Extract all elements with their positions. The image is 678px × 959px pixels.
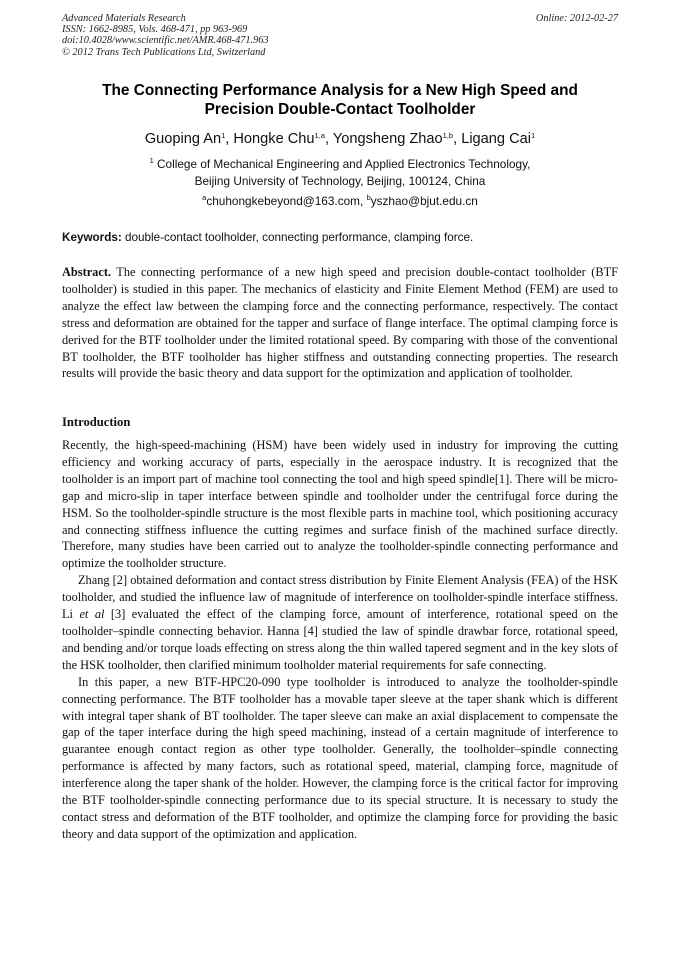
copyright-line: © 2012 Trans Tech Publications Ltd, Switzerland [62,46,266,58]
affiliation-line-1: College of Mechanical Engineering and Applied Electronics Technology, [157,157,531,171]
email-a: chuhongkebeyond@163.com [206,194,360,208]
author-name: Hongke Chu [233,131,315,147]
affiliation-sup: 1 [149,156,154,165]
author-affil-sup: 1,b [442,131,454,140]
author-name: Ligang Cai [461,131,531,147]
author-affil-sup: 1,a [314,131,325,140]
title-line-2: Precision Double-Contact Toolholder [204,101,476,118]
journal-name: Advanced Materials Research [62,13,186,24]
paper-title [62,81,618,119]
journal-header [62,13,618,58]
doi-line: doi:10.4028/www.scientific.net/AMR.468-471.963 [62,35,269,47]
email-b: yszhao@bjut.edu.cn [370,194,478,208]
title-line-1: The Connecting Performance Analysis for a New High Speed and [102,82,578,99]
author-name: Yongsheng Zhao [332,131,443,147]
author-list: Guoping An$^1$, Hongke Chu$^{1,a}$, Yongsheng Zhao$^{1,b}$, Ligang Cai$^1$ [144,131,536,147]
abstract-label: Abstract. [62,265,112,279]
author-emails: $^a$chuhongkebeyond@163.com, $^b$yszhao@bjut.edu.cn [202,193,478,208]
introduction-heading: Introduction [62,415,131,429]
email-sup-a: a [202,193,207,202]
author-affil-sup: 1 [530,131,536,140]
online-date: Online: 2012-02-27 [535,13,618,24]
author-name: Guoping An [144,131,222,147]
intro-p2-text-b: [3] evaluated the effect of the clamping force, amount of interference, rotational speed on the toolholder–spindle connecting behavior. Hanna [4] studied the law of spindle drawbar force, rotational speed, and bending and/or torque loads effecting on stress along the thin walled tapered segment and in the key slots of the HSK toolholder, then clarified minimum toolholder material requirements for safe connecting. [62,607,618,672]
intro-paragraph-2 [62,572,618,673]
affiliation [62,156,618,190]
intro-paragraph-3: In this paper, a new BTF-HPC20-090 type toolholder is introduced to analyze the toolholder-spindle connecting performance. The BTF toolholder has a movable taper sleeve at the taper shank which is different with integral taper shank of BT toolholder. The taper sleeve can make an axial displacement to compensate the gap of the taper interface during the high speed machining, instead of a certain magnitude of interference to guarantee enough contact region as other type toolholder. Generally, the toolholder–spindle connecting performance is affected by many factors, such as rotational speed, material, clamping force, magnitude of interference along the taper shank of the holder. However, the clamping force is the critical factor for improving the BTF toolholder-spindle connecting performance due to its special structure. It is necessary to study the contact stress and deformation of the BTF toolholder, and optimize the clamping force for providing the basic theory and data support of the optimization and application. [62,674,618,841]
introduction-section [62,437,618,843]
email-sup-b: b [366,193,371,202]
abstract-text: The connecting performance of a new high speed and precision double-contact toolholder (BTF toolholder) is studied in this paper. The mechanics of elasticity and Finite Element Method (FEM) are used to analyze the effect law between the clamping force and the connecting performance, respectively. The contact stress and deformation are obtained for the tapper and surface of flange interface. The optimal clamping force is derived for the BTF toolholder under the limited rotational speed. By comparing with those of the conventional BT toolholder, the BTF toolholder has higher stiffness and outstanding connecting properties. The research results will provide the basic theory and data support for the optimization and application of toolholder. [62,265,618,381]
issn-line: ISSN: 1662-8985, Vols. 468-471, pp 963-969 [62,24,248,36]
abstract-section [62,264,618,382]
keywords-text: double-contact toolholder, connecting performance, clamping force. [125,231,474,244]
intro-paragraph-1: Recently, the high-speed-machining (HSM) have been widely used in industry for improving the cutting efficiency and working accuracy of parts, especially in the aerospace industry. It is recognized that the toolholder is an import part of machine tool connecting the tool and high speed spindle[1]. There will be micro-gap and micro-slip in taper interface between spindle and toolholder under the centrifugal force during the HSM. So the toolholder-spindle structure is the most flexible parts in machine tool, which positioning accuracy and connecting stiffness influence the cutting regimes and surface finish of the machined surface directly. Therefore, many studies have been carried out to analyze the toolholder-spindle connecting performance and optimize the toolholder structure. [62,438,618,571]
keywords-section [62,230,618,245]
affiliation-line-2: Beijing University of Technology, Beijing, 100124, China [194,174,486,188]
author-affil-sup: 1 [221,131,226,140]
intro-p2-etal: et al [79,607,105,622]
intro-p2-text-a: Zhang [2] obtained deformation and contact stress distribution by Finite Element Analysis (FEA) of the HSK toolholder, and studied the influence law of magnitude of interference on toolholder-spindle interface stiffness. Li [62,573,618,622]
keywords-label: Keywords: [62,231,122,244]
